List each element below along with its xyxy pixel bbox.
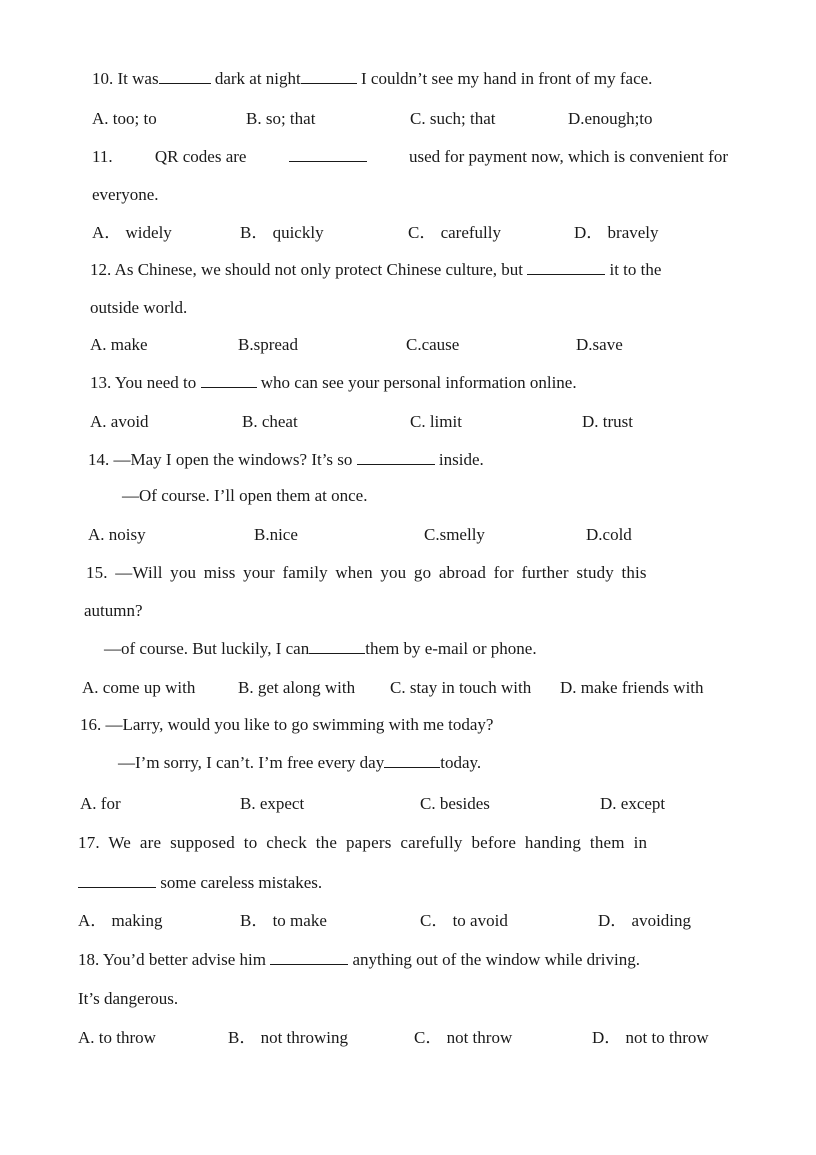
question-text: 12. As Chinese, we should not only protect Chinese culture, but [90, 260, 523, 279]
question-text: inside. [438, 450, 484, 469]
answer-blank [527, 259, 605, 275]
option-c: C． not throw [414, 1028, 513, 1047]
option-c: C.smelly [424, 525, 485, 544]
question-text: —of course. But luckily, I can [104, 639, 310, 658]
question-text: them by e-mail or phone. [365, 639, 537, 658]
question-15-reply [104, 638, 537, 660]
question-16: 16. —Larry, would you like to go swimming with me today? [80, 715, 494, 734]
option-b: B. get along with [238, 678, 356, 697]
question-text: 10. It was [92, 69, 159, 88]
question-17: 17. We are supposed to check the papers carefully before handing them in [78, 833, 648, 852]
question-text: 13. You need to [90, 373, 197, 392]
answer-blank [201, 372, 257, 388]
question-12-cont: outside world. [90, 298, 188, 317]
question-text: 14. —May I open the windows? It’s so [88, 450, 353, 469]
option-b: B.nice [254, 525, 298, 544]
option-d: D． avoiding [598, 911, 692, 930]
question-text: QR codes are [154, 147, 247, 166]
option-a: A. make [90, 335, 148, 354]
question-text: I couldn’t see my hand in front of my face. [361, 69, 653, 88]
question-number: 11. [92, 147, 113, 166]
option-a: A. noisy [88, 525, 146, 544]
option-c: C． to avoid [420, 911, 508, 930]
question-11-cont: everyone. [92, 185, 159, 204]
option-d: D. except [600, 794, 666, 813]
question-text: today. [440, 753, 482, 772]
question-text: who can see your personal information online. [260, 373, 577, 392]
answer-blank [384, 752, 440, 768]
option-a: A． making [78, 911, 163, 930]
option-c: C. such; that [410, 109, 496, 128]
question-text: it to the [609, 260, 662, 279]
question-18 [78, 949, 640, 971]
option-c: C. stay in touch with [390, 678, 532, 697]
question-14-reply: —Of course. I’ll open them at once. [122, 486, 368, 505]
question-18-cont: It’s dangerous. [78, 989, 179, 1008]
option-d: D. trust [582, 412, 633, 431]
option-d: D.save [576, 335, 623, 354]
answer-blank [309, 638, 365, 654]
option-d: D． bravely [574, 223, 659, 242]
option-d: D. make friends with [560, 678, 704, 697]
question-10 [92, 68, 652, 90]
option-b: B. cheat [242, 412, 298, 431]
option-a: A. to throw [78, 1028, 156, 1047]
question-text: anything out of the window while driving. [352, 950, 640, 969]
question-text: 18. You’d better advise him [78, 950, 266, 969]
option-c: C． carefully [408, 223, 501, 242]
option-d: D.enough;to [568, 109, 653, 128]
option-a: A. avoid [90, 412, 149, 431]
answer-blank [270, 949, 348, 965]
question-15: 15. —Will you miss your family when you go abroad for further study this [86, 563, 647, 582]
option-a: A. for [80, 794, 121, 813]
question-text: used for payment now, which is convenient for [409, 147, 728, 166]
answer-blank [357, 449, 435, 465]
option-b: B. so; that [246, 109, 316, 128]
option-c: C. limit [410, 412, 462, 431]
option-d: D． not to throw [592, 1028, 709, 1047]
option-d: D.cold [586, 525, 632, 544]
question-12 [90, 259, 661, 281]
answer-blank [78, 872, 156, 888]
option-c: C.cause [406, 335, 460, 354]
option-b: B． not throwing [228, 1028, 348, 1047]
option-b: B.spread [238, 335, 298, 354]
option-b: B. expect [240, 794, 305, 813]
question-13 [90, 372, 577, 394]
answer-blank [289, 146, 367, 162]
question-16-reply [118, 752, 481, 774]
option-b: B． quickly [240, 223, 324, 242]
question-text: —I’m sorry, I can’t. I’m free every day [118, 753, 385, 772]
option-a: A. come up with [82, 678, 196, 697]
question-14 [88, 449, 484, 471]
question-17-cont [78, 872, 322, 894]
question-text: some careless mistakes. [160, 873, 323, 892]
option-a: A． widely [92, 223, 172, 242]
question-text: dark at night [214, 69, 301, 88]
answer-blank [301, 68, 357, 84]
question-11 [92, 146, 728, 168]
option-b: B． to make [240, 911, 327, 930]
option-a: A. too; to [92, 109, 157, 128]
answer-blank [159, 68, 211, 84]
option-c: C. besides [420, 794, 490, 813]
question-15-cont: autumn? [84, 601, 143, 620]
